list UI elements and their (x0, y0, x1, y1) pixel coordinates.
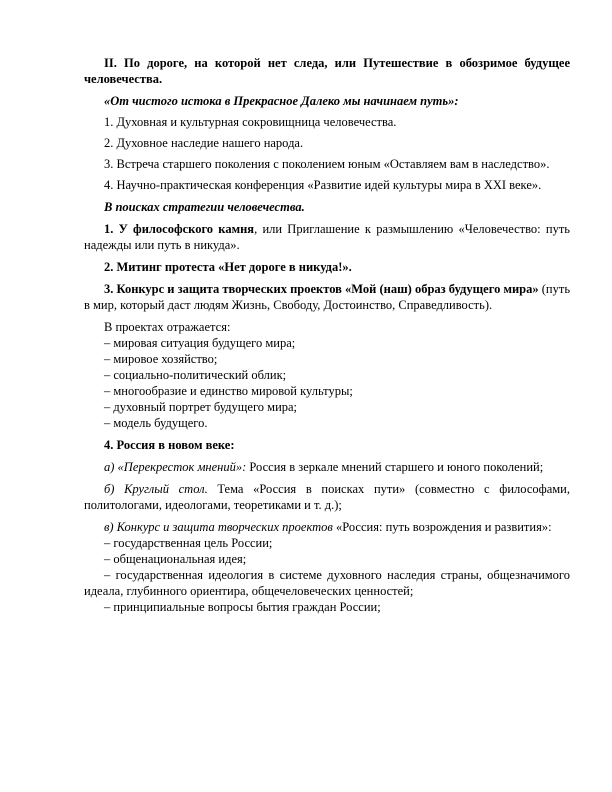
dash-item: – модель будущего. (104, 416, 208, 430)
dash-item: – многообразие и единство мировой культуры; (104, 384, 353, 398)
subheading-2: В поисках стратегии человечества. (104, 200, 305, 214)
item-4b (84, 481, 570, 513)
item-3-text: (путь в мир, который даст людям Жизнь, Свободу, Достоинство, Справедливость). (84, 282, 571, 312)
document-body (84, 55, 570, 615)
item-3-title: 3. Конкурс и защита творческих проектов «Мой (наш) образ будущего мира» (104, 282, 539, 296)
item-1 (84, 221, 570, 253)
dash-item: – общенациональная идея; (104, 552, 247, 566)
item-2: 2. Митинг протеста «Нет дороге в никуда!». (104, 260, 352, 274)
dash-item: – мировая ситуация будущего мира; (104, 336, 296, 350)
projects-intro: В проектах отражается: (104, 320, 231, 334)
list-item: 3. Встреча старшего поколения с поколением юным «Оставляем вам в наследство». (104, 157, 550, 171)
item-4a-text: Россия в зеркале мнений старшего и юного поколений; (246, 460, 544, 474)
item-4a-label: а) «Перекресток мнений»: (104, 460, 247, 474)
dash-item: – государственная идеология в системе духовного наследия страны, общезначимого идеала, глубинного ориентира, общечеловеческих ценностей; (84, 568, 570, 598)
item-4c (84, 519, 570, 535)
item-4: 4. Россия в новом веке: (104, 438, 235, 452)
item-3 (84, 281, 570, 313)
dash-item: – духовный портрет будущего мира; (104, 400, 298, 414)
item-4c-label: в) Конкурс и защита творческих проектов (104, 520, 333, 534)
list-item: 4. Научно-практическая конференция «Развитие идей культуры мира в XXI веке». (104, 178, 542, 192)
item-1-text: , или Приглашение к размышлению «Человечество: путь надежды или путь в никуда». (84, 222, 570, 252)
subheading-1: «От чистого истока в Прекрасное Далеко мы начинаем путь»: (104, 94, 459, 108)
item-4c-text: «Россия: путь возрождения и развития»: (332, 520, 552, 534)
dash-item: – принципиальные вопросы бытия граждан России; (104, 600, 381, 614)
list-item: 1. Духовная и культурная сокровищница человечества. (104, 115, 397, 129)
item-4b-label: б) Круглый стол. (104, 482, 208, 496)
dash-item: – государственная цель России; (104, 536, 273, 550)
item-4b-text: Тема «Россия в поисках пути» (совместно с философами, политологами, идеологами, теоретиками и т. д.); (84, 482, 570, 512)
dash-item: – социально-политический облик; (104, 368, 287, 382)
item-1-title: 1. У философского камня (104, 222, 255, 236)
list-item: 2. Духовное наследие нашего народа. (104, 136, 304, 150)
item-4a (84, 459, 570, 475)
section-heading: II. По дороге, на которой нет следа, или Путешествие в обозримое будущее человечества. (84, 56, 570, 86)
dash-item: – мировое хозяйство; (104, 352, 218, 366)
